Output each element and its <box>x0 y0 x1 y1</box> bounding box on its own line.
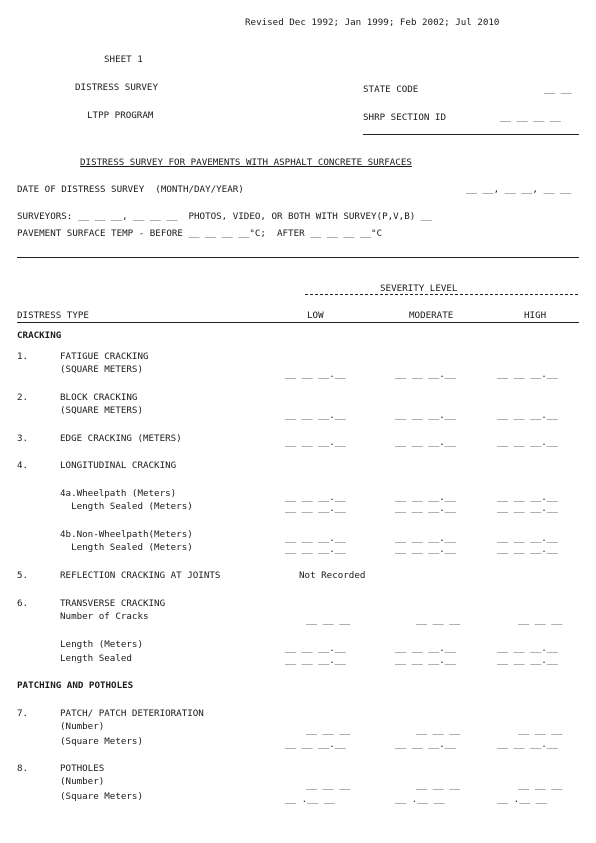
row-label: 4a.Wheelpath (Meters) <box>60 488 177 499</box>
low-field[interactable]: __ __ __.__ <box>285 643 346 654</box>
moderate-field[interactable]: __ __ __.__ <box>395 739 456 750</box>
high-header: HIGH <box>524 310 547 321</box>
row-label: Length Sealed <box>60 653 132 664</box>
program-label: LTPP PROGRAM <box>87 110 154 121</box>
low-field[interactable]: __ __ __ <box>306 725 351 736</box>
low-field[interactable]: __ __ __.__ <box>285 655 346 666</box>
row-label: EDGE CRACKING (METERS) <box>60 433 182 444</box>
high-field[interactable]: __ __ __.__ <box>497 503 558 514</box>
low-field[interactable]: __ __ __ <box>306 615 351 626</box>
not-recorded-note: Not Recorded <box>299 570 366 581</box>
high-field[interactable]: __ __ __.__ <box>497 739 558 750</box>
row-number: 6. <box>17 598 29 609</box>
table-header-divider <box>17 322 579 323</box>
moderate-field[interactable]: __ __ __.__ <box>395 544 456 555</box>
date-field[interactable]: __ __, __ __, __ __ <box>466 184 572 195</box>
row-label: Length Sealed (Meters) <box>60 501 193 512</box>
patching-section: PATCHING AND POTHOLES <box>17 680 134 691</box>
row-label: FATIGUE CRACKING <box>60 351 149 362</box>
section-id-field[interactable]: __ __ __ __ <box>500 112 561 123</box>
row-label: 4b.Non-Wheelpath(Meters) <box>60 529 193 540</box>
moderate-field[interactable]: __ __ __.__ <box>395 533 456 544</box>
low-field[interactable]: __ __ __.__ <box>285 492 346 503</box>
survey-label: DISTRESS SURVEY <box>75 82 158 93</box>
high-field[interactable]: __ __ __.__ <box>497 643 558 654</box>
low-field[interactable]: __ __ __.__ <box>285 544 346 555</box>
high-field[interactable]: __ __ __.__ <box>497 492 558 503</box>
low-field[interactable]: __ __ __.__ <box>285 503 346 514</box>
row-unit: (SQUARE METERS) <box>60 364 143 375</box>
row-number: 8. <box>17 763 29 774</box>
high-field[interactable]: __ __ __.__ <box>497 533 558 544</box>
high-field[interactable]: __ __ __ <box>518 615 563 626</box>
moderate-field[interactable]: __ .__ __ <box>395 794 445 805</box>
date-label: DATE OF DISTRESS SURVEY (MONTH/DAY/YEAR) <box>17 184 244 195</box>
severity-level-label: SEVERITY LEVEL <box>380 283 458 294</box>
row-label: LONGITUDINAL CRACKING <box>60 460 177 471</box>
form-title: DISTRESS SURVEY FOR PAVEMENTS WITH ASPHALT CONCRETE SURFACES <box>80 157 412 168</box>
row-unit: (Number) <box>60 721 105 732</box>
low-header: LOW <box>307 310 324 321</box>
sheet-number: SHEET 1 <box>104 54 143 65</box>
high-field[interactable]: __ __ __.__ <box>497 410 558 421</box>
revision-note: Revised Dec 1992; Jan 1999; Feb 2002; Jul 2010 <box>245 17 500 28</box>
row-unit: (SQUARE METERS) <box>60 405 143 416</box>
moderate-header: MODERATE <box>409 310 454 321</box>
row-label: Length Sealed (Meters) <box>60 542 193 553</box>
high-field[interactable]: __ __ __ <box>518 780 563 791</box>
row-unit: (Square Meters) <box>60 791 143 802</box>
low-field[interactable]: __ __ __.__ <box>285 437 346 448</box>
surveyors-line[interactable]: SURVEYORS: __ __ __, __ __ __ PHOTOS, VIDEO, OR BOTH WITH SURVEY(P,V,B) __ <box>17 211 432 222</box>
row-label: Number of Cracks <box>60 611 149 622</box>
high-field[interactable]: __ __ __.__ <box>497 544 558 555</box>
moderate-field[interactable]: __ __ __ <box>416 725 461 736</box>
row-number: 4. <box>17 460 29 471</box>
row-label: Length (Meters) <box>60 639 143 650</box>
state-code-field[interactable]: __ __ <box>544 84 572 95</box>
row-number: 1. <box>17 351 29 362</box>
moderate-field[interactable]: __ __ __.__ <box>395 369 456 380</box>
header-divider <box>363 134 579 135</box>
distress-type-header: DISTRESS TYPE <box>17 310 89 321</box>
low-field[interactable]: __ __ __.__ <box>285 533 346 544</box>
moderate-field[interactable]: __ __ __ <box>416 615 461 626</box>
moderate-field[interactable]: __ __ __.__ <box>395 503 456 514</box>
moderate-field[interactable]: __ __ __.__ <box>395 492 456 503</box>
fields-divider <box>17 257 579 258</box>
moderate-field[interactable]: __ __ __.__ <box>395 655 456 666</box>
low-field[interactable]: __ __ __.__ <box>285 410 346 421</box>
moderate-field[interactable]: __ __ __.__ <box>395 437 456 448</box>
row-number: 2. <box>17 392 29 403</box>
temperature-line[interactable]: PAVEMENT SURFACE TEMP - BEFORE __ __ __ __°C; AFTER __ __ __ __°C <box>17 228 383 239</box>
state-code-label: STATE CODE <box>363 84 419 95</box>
row-label: BLOCK CRACKING <box>60 392 138 403</box>
row-label: REFLECTION CRACKING AT JOINTS <box>60 570 221 581</box>
row-unit: (Square Meters) <box>60 736 143 747</box>
row-label: TRANSVERSE CRACKING <box>60 598 166 609</box>
row-label: POTHOLES <box>60 763 105 774</box>
moderate-field[interactable]: __ __ __ <box>416 780 461 791</box>
cracking-section: CRACKING <box>17 330 62 341</box>
high-field[interactable]: __ __ __.__ <box>497 655 558 666</box>
row-number: 7. <box>17 708 29 719</box>
high-field[interactable]: __ .__ __ <box>497 794 547 805</box>
moderate-field[interactable]: __ __ __.__ <box>395 643 456 654</box>
low-field[interactable]: __ __ __.__ <box>285 369 346 380</box>
severity-divider <box>305 294 578 295</box>
moderate-field[interactable]: __ __ __.__ <box>395 410 456 421</box>
row-unit: (Number) <box>60 776 105 787</box>
row-label: PATCH/ PATCH DETERIORATION <box>60 708 204 719</box>
low-field[interactable]: __ __ __ <box>306 780 351 791</box>
high-field[interactable]: __ __ __ <box>518 725 563 736</box>
high-field[interactable]: __ __ __.__ <box>497 369 558 380</box>
low-field[interactable]: __ .__ __ <box>285 794 335 805</box>
high-field[interactable]: __ __ __.__ <box>497 437 558 448</box>
row-number: 5. <box>17 570 29 581</box>
section-id-label: SHRP SECTION ID <box>363 112 446 123</box>
row-number: 3. <box>17 433 29 444</box>
low-field[interactable]: __ __ __.__ <box>285 739 346 750</box>
